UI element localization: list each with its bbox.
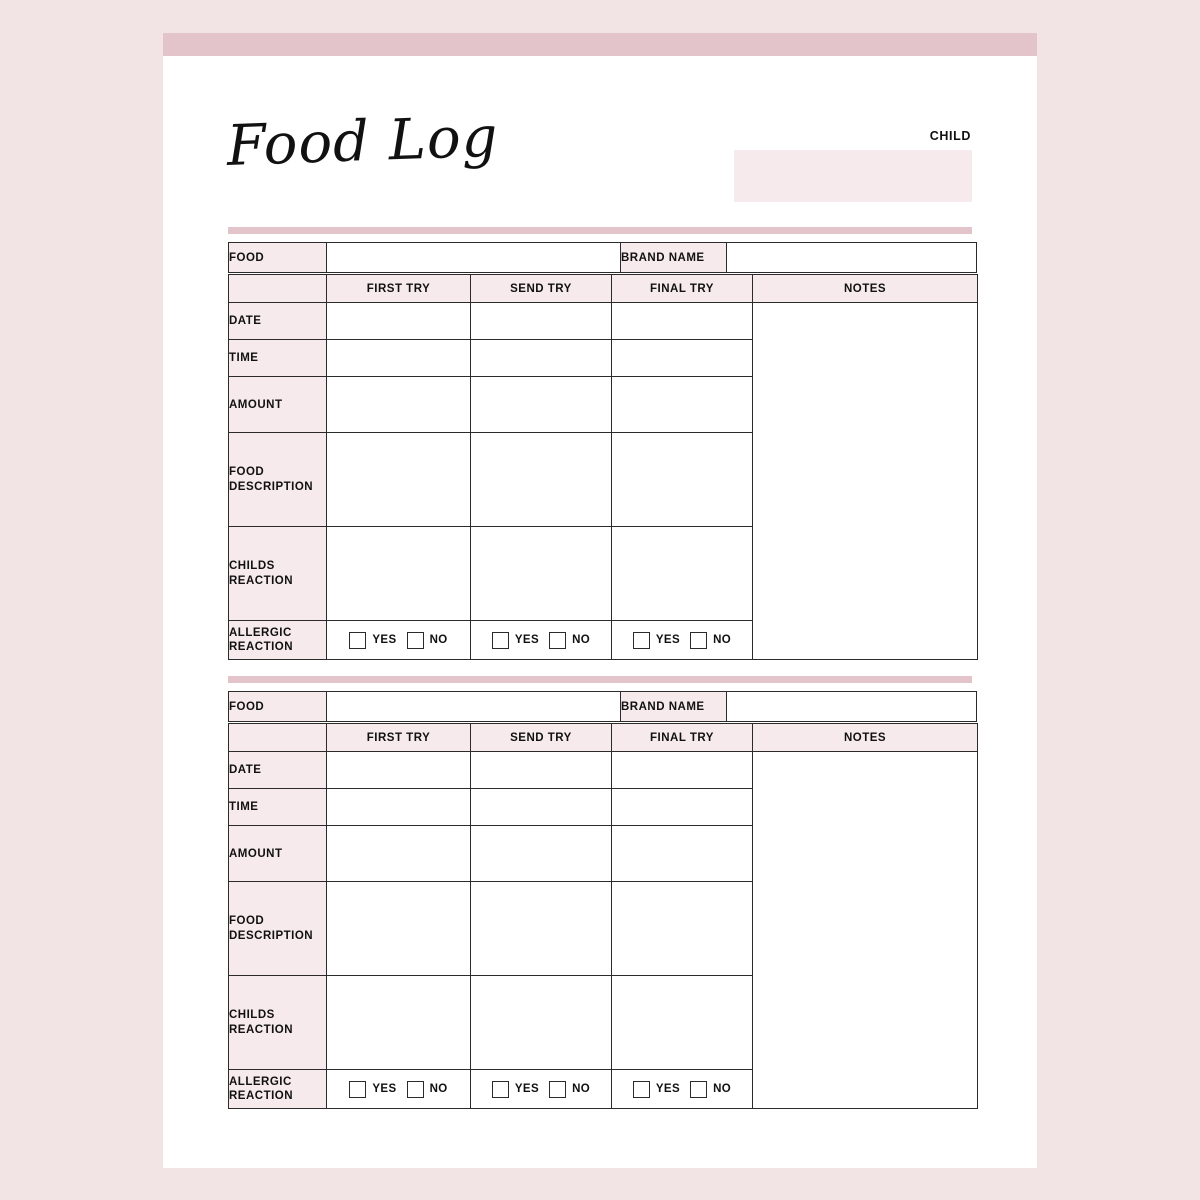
- table-header-row: [229, 724, 978, 752]
- child-label: CHILD: [929, 129, 971, 143]
- checkbox-label-yes: YES: [372, 634, 397, 646]
- checkbox-no-first-try-2[interactable]: [407, 1081, 448, 1098]
- checkbox-no-send-try-2[interactable]: [549, 1081, 590, 1098]
- cell-time-first-try[interactable]: [327, 789, 471, 826]
- checkbox-label-yes: YES: [372, 1083, 397, 1095]
- checkbox-no-final-try-2[interactable]: [690, 1081, 731, 1098]
- cell-allergic-send-try: [471, 621, 612, 660]
- table-row: [229, 303, 978, 340]
- checkbox-icon[interactable]: [407, 1081, 424, 1098]
- checkbox-icon[interactable]: [349, 632, 366, 649]
- food-input-2[interactable]: [327, 692, 621, 722]
- section-divider: [228, 227, 972, 234]
- checkbox-yes-final-try-1[interactable]: [633, 632, 680, 649]
- table-row: [229, 692, 977, 722]
- cell-date-final-try[interactable]: [612, 752, 753, 789]
- checkbox-yes-first-try-2[interactable]: [349, 1081, 396, 1098]
- row-label-childs-reaction: CHILDS REACTION: [229, 527, 327, 621]
- row-label-food-description: FOOD DESCRIPTION: [229, 882, 327, 976]
- checkbox-no-first-try-1[interactable]: [407, 632, 448, 649]
- cell-description-first-try[interactable]: [327, 433, 471, 527]
- cell-allergic-send-try: [471, 1070, 612, 1109]
- page-title: Food Log: [225, 104, 500, 179]
- section-divider: [228, 676, 972, 683]
- cell-date-send-try[interactable]: [471, 752, 612, 789]
- cell-reaction-final-try[interactable]: [612, 527, 753, 621]
- checkbox-icon[interactable]: [549, 632, 566, 649]
- column-header-final-try: FINAL TRY: [612, 724, 753, 752]
- cell-description-final-try[interactable]: [612, 433, 753, 527]
- row-label-date: DATE: [229, 303, 327, 340]
- checkbox-label-no: NO: [572, 634, 591, 646]
- cell-allergic-final-try: [612, 1070, 753, 1109]
- cell-reaction-first-try[interactable]: [327, 976, 471, 1070]
- checkbox-yes-send-try-2[interactable]: [492, 1081, 539, 1098]
- table-header-row: [229, 275, 978, 303]
- cell-time-final-try[interactable]: [612, 340, 753, 377]
- cell-description-first-try[interactable]: [327, 882, 471, 976]
- cell-amount-send-try[interactable]: [471, 377, 612, 433]
- checkbox-label-no: NO: [713, 634, 732, 646]
- cell-amount-first-try[interactable]: [327, 826, 471, 882]
- row-label-amount: AMOUNT: [229, 377, 327, 433]
- food-label: FOOD: [229, 692, 327, 722]
- column-header-first-try: FIRST TRY: [327, 724, 471, 752]
- checkbox-no-final-try-1[interactable]: [690, 632, 731, 649]
- checkbox-icon[interactable]: [492, 1081, 509, 1098]
- column-header-final-try: FINAL TRY: [612, 275, 753, 303]
- food-input-1[interactable]: [327, 243, 621, 273]
- food-brand-table-1: [228, 242, 977, 273]
- checkbox-icon[interactable]: [690, 632, 707, 649]
- checkbox-icon[interactable]: [407, 632, 424, 649]
- column-header-send-try: SEND TRY: [471, 275, 612, 303]
- column-header-first-try: FIRST TRY: [327, 275, 471, 303]
- cell-date-first-try[interactable]: [327, 303, 471, 340]
- brand-label: BRAND NAME: [621, 692, 727, 722]
- checkbox-label-yes: YES: [514, 1083, 540, 1095]
- cell-description-send-try[interactable]: [471, 882, 612, 976]
- checkbox-label-no: NO: [572, 1083, 591, 1095]
- checkbox-label-no: NO: [429, 1083, 448, 1095]
- brand-label: BRAND NAME: [621, 243, 727, 273]
- notes-field-1[interactable]: [753, 303, 978, 660]
- cell-amount-final-try[interactable]: [612, 377, 753, 433]
- table-row: [229, 243, 977, 273]
- checkbox-yes-send-try-1[interactable]: [492, 632, 539, 649]
- table-row: [229, 752, 978, 789]
- row-label-food-description: FOOD DESCRIPTION: [229, 433, 327, 527]
- corner-cell: [229, 724, 327, 752]
- checkbox-icon[interactable]: [492, 632, 509, 649]
- food-label: FOOD: [229, 243, 327, 273]
- checkbox-no-send-try-1[interactable]: [549, 632, 590, 649]
- row-label-childs-reaction: CHILDS REACTION: [229, 976, 327, 1070]
- checkbox-icon[interactable]: [633, 632, 650, 649]
- checkbox-label-yes: YES: [655, 1083, 681, 1095]
- food-log-grid-1: [228, 274, 978, 660]
- cell-amount-send-try[interactable]: [471, 826, 612, 882]
- brand-input-1[interactable]: [727, 243, 977, 273]
- cell-amount-first-try[interactable]: [327, 377, 471, 433]
- printable-page: [163, 33, 1037, 1168]
- page-content: [163, 56, 1037, 1168]
- cell-date-send-try[interactable]: [471, 303, 612, 340]
- cell-allergic-first-try: [327, 621, 471, 660]
- row-label-amount: AMOUNT: [229, 826, 327, 882]
- checkbox-label-yes: YES: [655, 634, 681, 646]
- checkbox-icon[interactable]: [349, 1081, 366, 1098]
- food-brand-table-2: [228, 691, 977, 722]
- page-top-band: [163, 33, 1037, 56]
- cell-time-final-try[interactable]: [612, 789, 753, 826]
- row-label-allergic-reaction: ALLERGIC REACTION: [229, 621, 327, 660]
- column-header-send-try: SEND TRY: [471, 724, 612, 752]
- checkbox-yes-final-try-2[interactable]: [633, 1081, 680, 1098]
- cell-allergic-first-try: [327, 1070, 471, 1109]
- notes-field-2[interactable]: [753, 752, 978, 1109]
- checkbox-icon[interactable]: [690, 1081, 707, 1098]
- checkbox-icon[interactable]: [549, 1081, 566, 1098]
- cell-time-send-try[interactable]: [471, 340, 612, 377]
- row-label-time: TIME: [229, 789, 327, 826]
- row-label-date: DATE: [229, 752, 327, 789]
- cell-date-final-try[interactable]: [612, 303, 753, 340]
- column-header-notes: NOTES: [753, 724, 978, 752]
- column-header-notes: NOTES: [753, 275, 978, 303]
- cell-allergic-final-try: [612, 621, 753, 660]
- row-label-time: TIME: [229, 340, 327, 377]
- checkbox-yes-first-try-1[interactable]: [349, 632, 396, 649]
- row-label-allergic-reaction: ALLERGIC REACTION: [229, 1070, 327, 1109]
- cell-time-send-try[interactable]: [471, 789, 612, 826]
- cell-date-first-try[interactable]: [327, 752, 471, 789]
- cell-reaction-final-try[interactable]: [612, 976, 753, 1070]
- cell-amount-final-try[interactable]: [612, 826, 753, 882]
- cell-reaction-send-try[interactable]: [471, 527, 612, 621]
- cell-description-send-try[interactable]: [471, 433, 612, 527]
- cell-reaction-send-try[interactable]: [471, 976, 612, 1070]
- checkbox-label-yes: YES: [514, 634, 540, 646]
- cell-reaction-first-try[interactable]: [327, 527, 471, 621]
- checkbox-icon[interactable]: [633, 1081, 650, 1098]
- cell-time-first-try[interactable]: [327, 340, 471, 377]
- checkbox-label-no: NO: [713, 1083, 732, 1095]
- cell-description-final-try[interactable]: [612, 882, 753, 976]
- corner-cell: [229, 275, 327, 303]
- brand-input-2[interactable]: [727, 692, 977, 722]
- food-log-grid-2: [228, 723, 978, 1109]
- child-name-field[interactable]: [734, 150, 972, 202]
- checkbox-label-no: NO: [429, 634, 448, 646]
